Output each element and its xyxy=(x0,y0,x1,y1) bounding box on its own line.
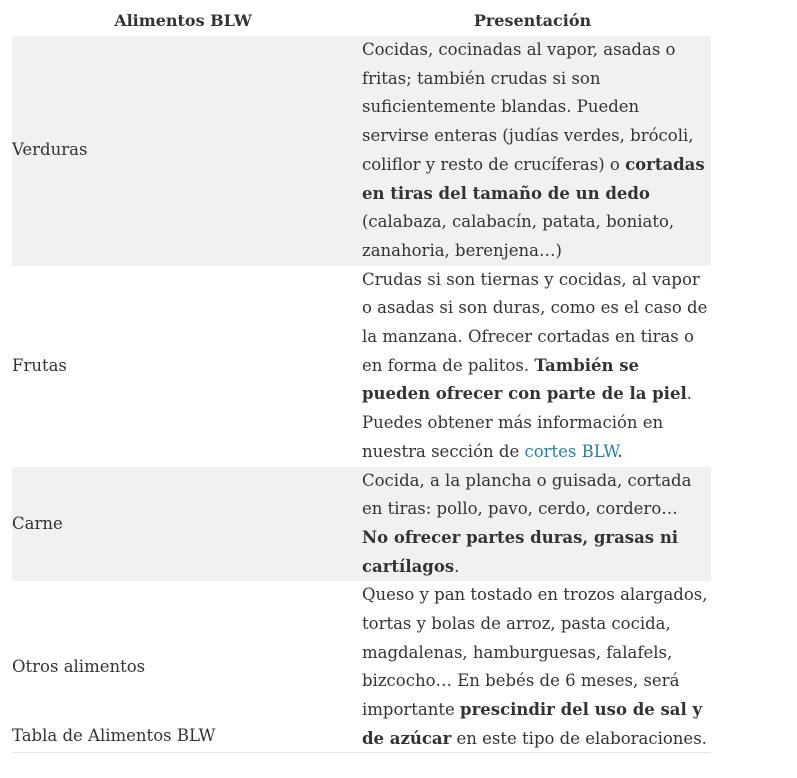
emphasis-text: cortadas en tiras del tamaño de un dedo xyxy=(362,154,705,203)
emphasis-text: No ofrecer partes duras, grasas ni cartílagos xyxy=(362,527,679,576)
food-name-cell: Frutas xyxy=(12,355,67,375)
body-text: . xyxy=(617,441,623,461)
cortes-blw-link[interactable]: cortes BLW xyxy=(524,441,618,461)
food-name-cell: Carne xyxy=(12,467,354,582)
table-header-row xyxy=(12,6,711,36)
header-presentation: Presentación xyxy=(473,11,592,30)
table-row xyxy=(12,36,711,266)
food-name-cell: Otros alimentos xyxy=(12,657,146,677)
table-row xyxy=(12,467,711,582)
body-text: Crudas si son tiernas y cocidas, al vapor o asadas si son duras, como es el caso de la manzana. Ofrecer cortadas en tiras o en forma de palitos. xyxy=(362,269,708,375)
body-text: (calabaza, calabacín, patata, boniato, zanahoria, berenjena…) xyxy=(362,212,675,260)
table-caption: Tabla de Alimentos BLW xyxy=(12,722,711,753)
body-text: Cocidas, cocinadas al vapor, asadas o fritas; también crudas si son suficientemente blandas. Pueden servirse enteras (judías verdes, brócoli, coliflor y resto de crucíferas) o xyxy=(362,40,694,174)
emphasis-text: También se pueden ofrecer con parte de la piel xyxy=(362,355,687,404)
body-text: Cocida, a la plancha o guisada, cortada en tiras: pollo, pavo, cerdo, cordero… xyxy=(362,470,692,519)
emphasis-text: prescindir del uso de sal y de azúcar xyxy=(362,700,703,748)
table-row xyxy=(12,266,711,467)
header-foods: Alimentos BLW xyxy=(114,11,252,30)
table-body xyxy=(12,36,711,754)
food-name-cell: Verduras xyxy=(12,36,354,266)
blw-food-table-container xyxy=(12,6,711,754)
presentation-cell xyxy=(354,266,711,467)
body-text: en este tipo de elaboraciones. xyxy=(451,728,707,748)
body-text: Queso y pan tostado en trozos alargados, tortas y bolas de arroz, pasta cocida, magdalenas, hamburguesas, falafels, bizcocho… En bebés de 6 meses, será importante xyxy=(362,585,708,720)
blw-food-table xyxy=(12,6,711,754)
body-text: . Puedes obtener más información en nuestra sección de xyxy=(362,384,692,461)
presentation-cell xyxy=(354,36,711,266)
presentation-cell xyxy=(354,467,711,582)
body-text: . xyxy=(454,556,460,576)
